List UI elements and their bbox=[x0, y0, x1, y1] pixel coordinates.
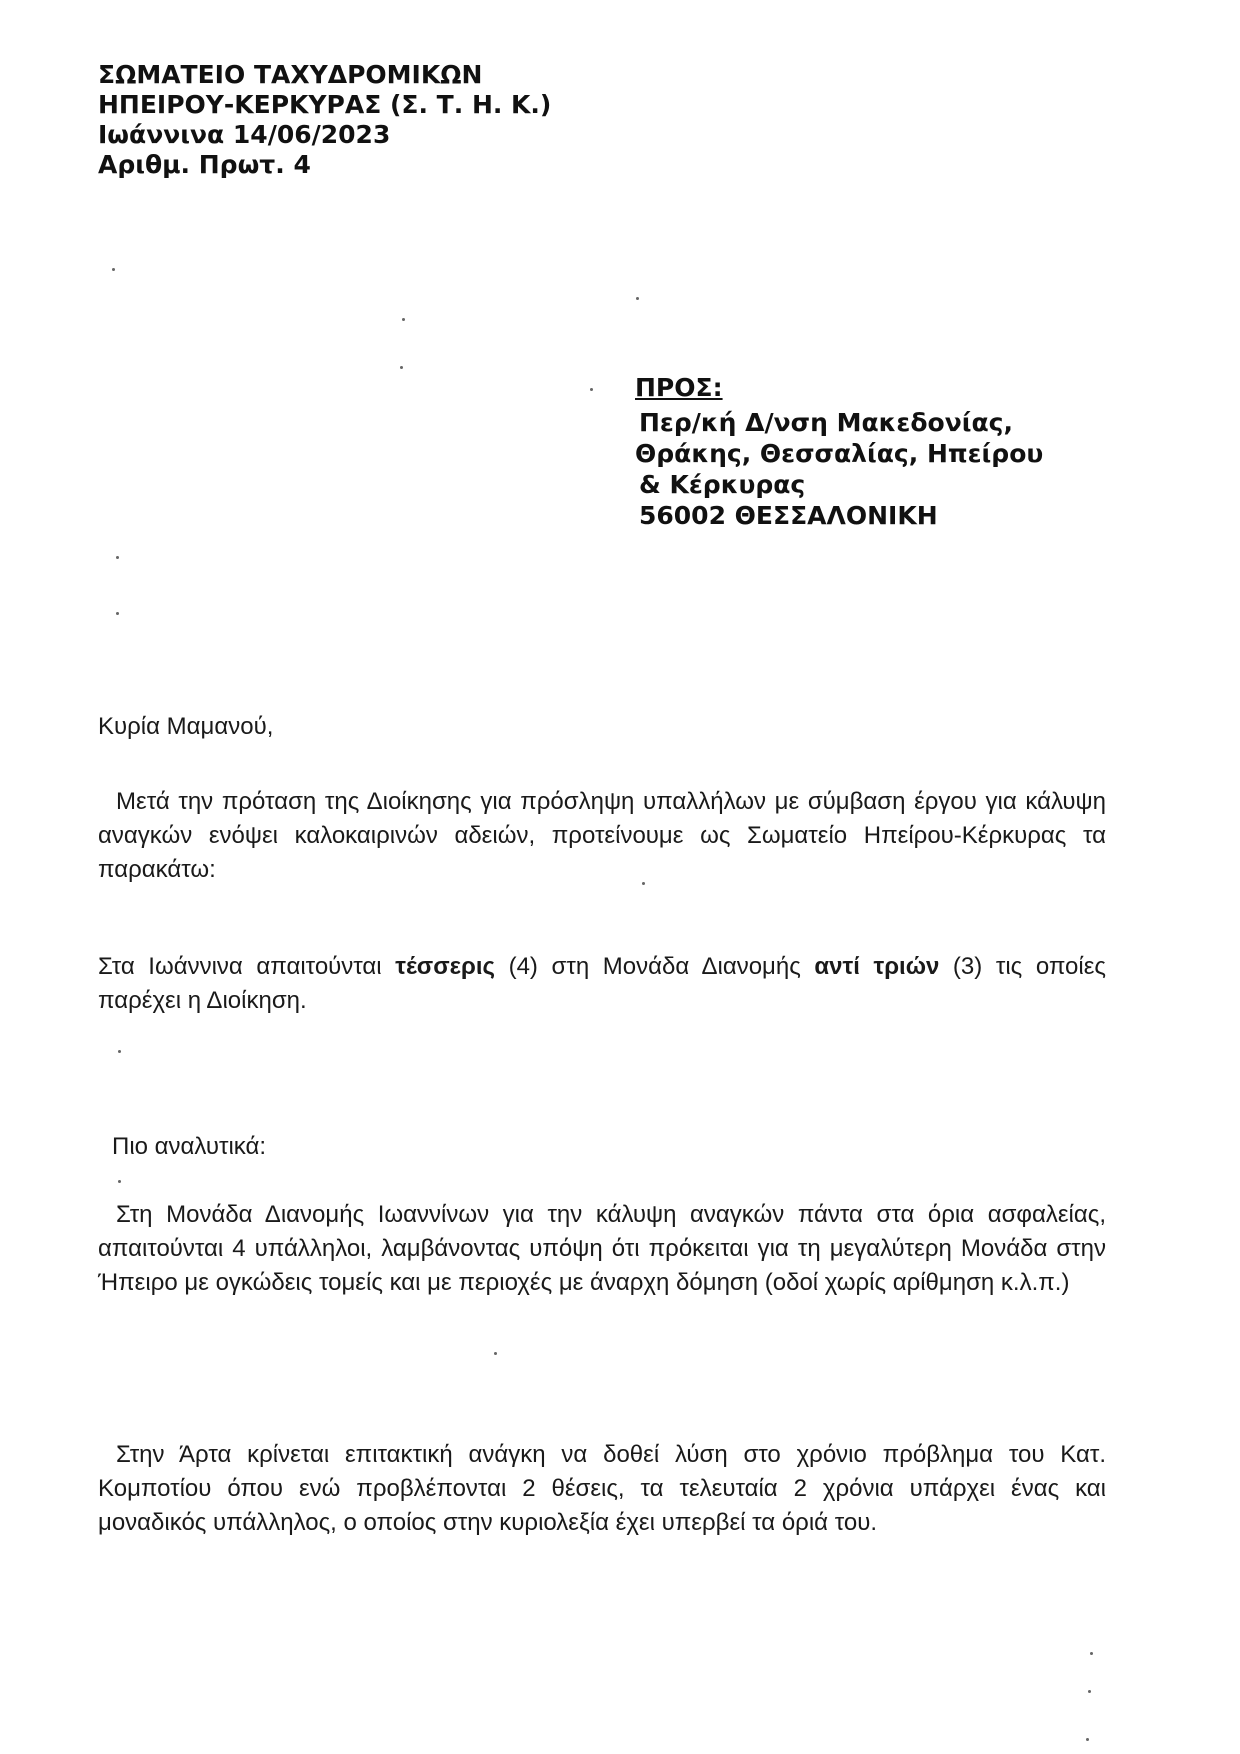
scan-speck bbox=[642, 882, 645, 885]
scan-speck bbox=[590, 388, 593, 391]
p2-bold-1: τέσσερις bbox=[395, 953, 495, 980]
scan-speck bbox=[1086, 1738, 1089, 1741]
recipient-label: ΠΡΟΣ: bbox=[635, 373, 723, 402]
scan-speck bbox=[116, 612, 119, 615]
scan-speck bbox=[636, 297, 639, 300]
scan-speck bbox=[116, 556, 119, 559]
scan-speck bbox=[118, 1050, 121, 1053]
union-name: ΣΩΜΑΤΕΙΟ ΤΑΧΥΔΡΟΜΙΚΩΝ bbox=[98, 60, 483, 89]
p2-text-1: Στα Ιωάννινα απαιτούνται bbox=[98, 953, 396, 980]
scan-speck bbox=[494, 1352, 497, 1355]
scan-speck bbox=[118, 1180, 121, 1183]
scan-speck bbox=[1088, 1690, 1091, 1693]
recipient-line-4: 56002 ΘΕΣΣΑΛΟΝΙΚΗ bbox=[639, 501, 938, 530]
protocol-number: Αριθμ. Πρωτ. 4 bbox=[98, 150, 311, 179]
p2-text-3: (3) τις οποίες παρέχει η Διοίκηση. bbox=[98, 953, 1106, 1014]
letter-date: Ιωάννινα 14/06/2023 bbox=[98, 120, 391, 149]
scan-speck bbox=[400, 366, 403, 369]
scan-speck bbox=[112, 268, 115, 271]
paragraph-ioannina-request bbox=[98, 950, 1106, 1018]
recipient-line-3: & Κέρκυρας bbox=[639, 470, 806, 499]
p2-text-2: (4) στη Μονάδα Διανομής bbox=[495, 953, 815, 980]
recipient-block bbox=[635, 372, 1043, 531]
recipient-line-1: Περ/κή Δ/νση Μακεδονίας, bbox=[639, 408, 1013, 437]
salutation: Κυρία Μαμανού, bbox=[98, 713, 274, 740]
scan-speck bbox=[402, 318, 405, 321]
p2-bold-2: αντί τριών bbox=[814, 953, 940, 980]
paragraph-intro: Μετά την πρόταση της Διοίκησης για πρόσληψη υπαλλήλων με σύμβαση έργου για κάλυψη αναγκών ενόψει καλοκαιρινών αδειών, προτείνουμε ως Σωματείο Ηπείρου-Κέρκυρας τα παρακάτω: bbox=[98, 788, 1106, 883]
sender-header bbox=[98, 60, 551, 180]
paragraph-arta: Στην Άρτα κρίνεται επιτακτική ανάγκη να δοθεί λύση στο χρόνιο πρόβλημα του Κατ. Κομποτίου όπου ενώ προβλέπονται 2 θέσεις, τα τελευταία 2 χρόνια υπάρχει ένας και μοναδικός υπάλληλος, ο οποίος στην κυριολεξία έχει υπερβεί τα όριά του. bbox=[98, 1441, 1106, 1536]
paragraph-distribution-unit: Στη Μονάδα Διανομής Ιωαννίνων για την κάλυψη αναγκών πάντα στα όρια ασφαλείας, απαιτούνται 4 υπάλληλοι, λαμβάνοντας υπόψη ότι πρόκειται για τη μεγαλύτερη Μονάδα στην Ήπειρο με ογκώδεις τομείς και με περιοχές με άναρχη δόμηση (οδοί χωρίς αρίθμηση κ.λ.π.) bbox=[98, 1201, 1106, 1296]
recipient-line-2: Θράκης, Θεσσαλίας, Ηπείρου bbox=[635, 439, 1044, 468]
scan-speck bbox=[1090, 1652, 1093, 1655]
subheading-details: Πιο αναλυτικά: bbox=[112, 1133, 267, 1160]
union-region: ΗΠΕΙΡΟΥ-ΚΕΡΚΥΡΑΣ (Σ. Τ. Η. Κ.) bbox=[98, 90, 552, 119]
